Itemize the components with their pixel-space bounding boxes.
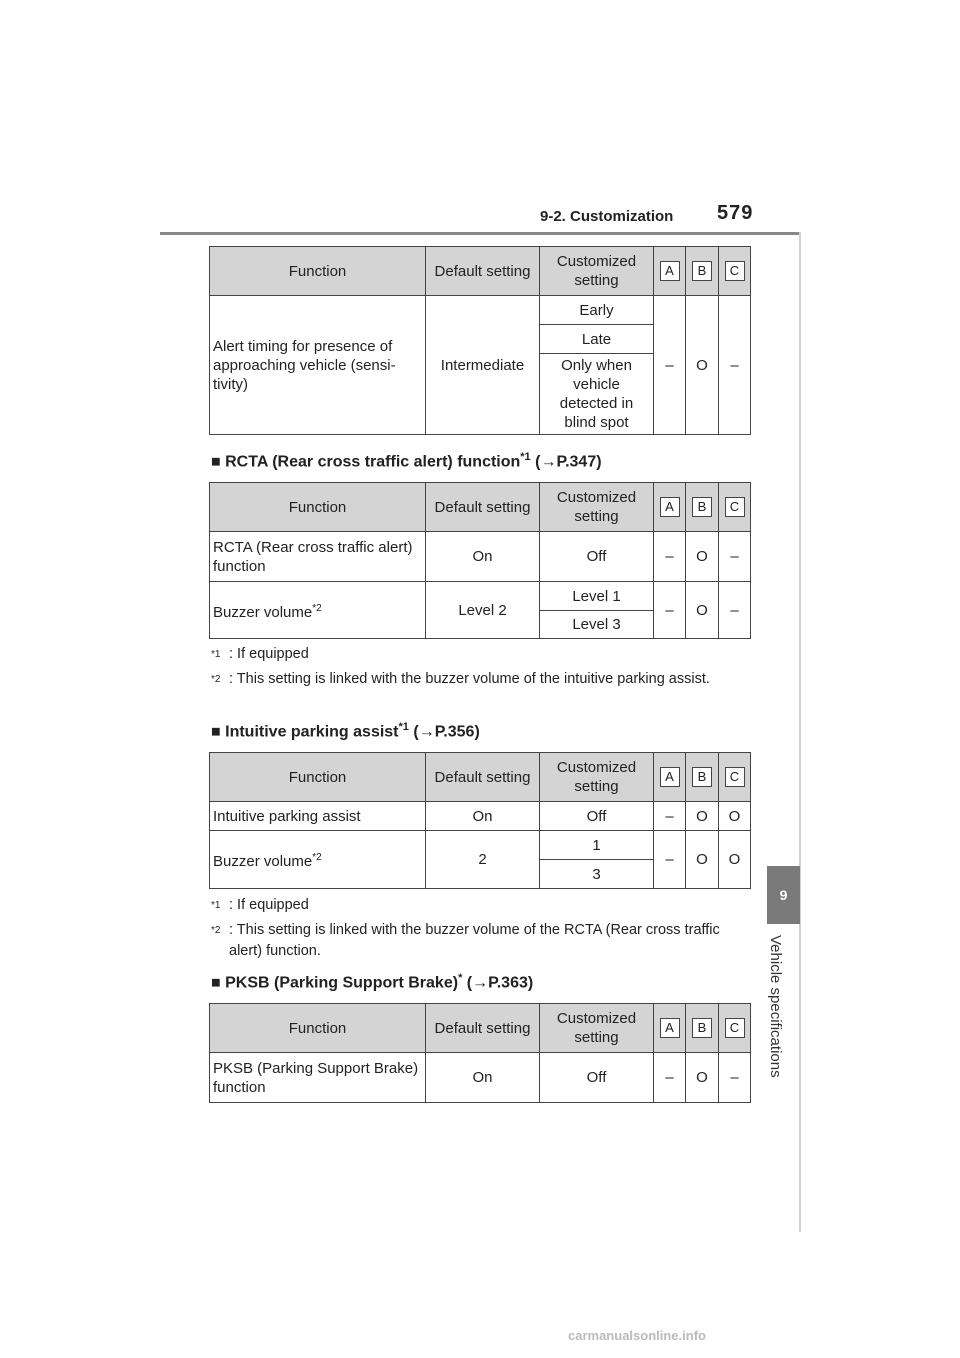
cell-a: – xyxy=(654,802,686,831)
col-a xyxy=(654,753,686,802)
col-b xyxy=(686,483,719,532)
footnote-mark xyxy=(211,920,220,946)
cell-c: – xyxy=(719,296,751,435)
heading-bullet: ■ xyxy=(211,453,221,471)
cell-c: – xyxy=(719,582,751,639)
col-a xyxy=(654,1004,686,1053)
watermark: carmanualsonline.info xyxy=(568,1328,706,1343)
cell-function xyxy=(210,831,426,889)
col-function: Function xyxy=(210,1004,426,1053)
col-function: Function xyxy=(210,247,426,296)
table-header-row xyxy=(210,483,751,532)
cell-custom: Off xyxy=(540,532,654,582)
badge-b: B xyxy=(692,767,712,787)
footnote xyxy=(211,920,751,962)
function-sup: *2 xyxy=(312,602,322,614)
cell-default: Intermediate xyxy=(426,296,540,435)
footnote-text: : If equipped xyxy=(229,897,309,913)
cell-b: O xyxy=(686,296,719,435)
col-default: Default setting xyxy=(426,753,540,802)
cell-c: – xyxy=(719,532,751,582)
cell-option: Level 3 xyxy=(540,611,654,639)
badge-a: A xyxy=(660,1018,680,1038)
table-header-row xyxy=(210,753,751,802)
col-default: Default setting xyxy=(426,483,540,532)
footnote-mark-text: *1 xyxy=(211,900,221,911)
table-rcta xyxy=(209,482,751,639)
cell-default: 2 xyxy=(426,831,540,889)
cell-a: – xyxy=(654,582,686,639)
cell-function: Alert timing for presence of approaching vehicle (sensi-tivity) xyxy=(210,296,426,435)
cell-a: – xyxy=(654,1053,686,1103)
table-row xyxy=(210,1053,751,1103)
col-a xyxy=(654,483,686,532)
heading-sup: *1 xyxy=(520,451,531,463)
table-row xyxy=(210,532,751,582)
header-rule xyxy=(160,232,800,235)
cell-option: 1 xyxy=(540,831,654,860)
heading-title: RCTA (Rear cross traffic alert) function xyxy=(225,453,521,471)
cell-custom: Off xyxy=(540,802,654,831)
badge-b: B xyxy=(692,261,712,281)
heading-sup: *1 xyxy=(398,721,409,733)
cell-option: 3 xyxy=(540,860,654,889)
badge-c: C xyxy=(725,497,745,517)
table-row xyxy=(210,802,751,831)
col-b xyxy=(686,247,719,296)
col-customized: Customized setting xyxy=(540,483,654,532)
col-c xyxy=(719,247,751,296)
badge-a: A xyxy=(660,497,680,517)
section-heading-rcta xyxy=(211,451,602,471)
badge-b: B xyxy=(692,1018,712,1038)
heading-ref: (→P.356) xyxy=(408,723,480,741)
badge-c: C xyxy=(725,767,745,787)
table-intuitive-parking xyxy=(209,752,751,889)
heading-ref: (→P.363) xyxy=(462,974,534,992)
footnote-mark xyxy=(211,669,220,695)
col-function: Function xyxy=(210,483,426,532)
side-tab-label: Vehicle specifications xyxy=(767,935,784,1078)
footnote-mark-text: *2 xyxy=(211,674,221,685)
col-customized: Customized setting xyxy=(540,247,654,296)
cell-default: On xyxy=(426,1053,540,1103)
heading-bullet: ■ xyxy=(211,974,221,992)
badge-c: C xyxy=(725,1018,745,1038)
cell-function: RCTA (Rear cross traffic alert) function xyxy=(210,532,426,582)
cell-b: O xyxy=(686,582,719,639)
table-row xyxy=(210,296,751,325)
footnote-text: : If equipped xyxy=(229,646,309,662)
section-heading-pksb xyxy=(211,972,533,992)
col-c xyxy=(719,753,751,802)
cell-function: PKSB (Parking Support Brake) function xyxy=(210,1053,426,1103)
table-header-row xyxy=(210,1004,751,1053)
cell-default: Level 2 xyxy=(426,582,540,639)
col-a xyxy=(654,247,686,296)
side-tab-rule xyxy=(799,232,801,1232)
cell-default: On xyxy=(426,532,540,582)
table-alert-timing xyxy=(209,246,751,435)
col-customized: Customized setting xyxy=(540,753,654,802)
cell-option: Early xyxy=(540,296,654,325)
function-sup: *2 xyxy=(312,852,322,863)
cell-option: Level 1 xyxy=(540,582,654,611)
section-heading-ipa xyxy=(211,721,480,741)
section-title: 9-2. Customization xyxy=(540,208,674,225)
cell-default: On xyxy=(426,802,540,831)
footnote-mark xyxy=(211,644,220,670)
col-default: Default setting xyxy=(426,1004,540,1053)
col-function: Function xyxy=(210,753,426,802)
col-customized: Customized setting xyxy=(540,1004,654,1053)
table-row xyxy=(210,582,751,611)
badge-a: A xyxy=(660,261,680,281)
cell-function: Intuitive parking assist xyxy=(210,802,426,831)
function-text: Buzzer volume xyxy=(213,603,313,621)
heading-bullet: ■ xyxy=(211,723,221,741)
cell-custom: Off xyxy=(540,1053,654,1103)
cell-c: O xyxy=(719,802,751,831)
footnote xyxy=(211,895,751,916)
footnote xyxy=(211,669,751,690)
footnote xyxy=(211,644,751,665)
cell-option: Late xyxy=(540,325,654,354)
badge-c: C xyxy=(725,261,745,281)
heading-title: PKSB (Parking Support Brake) xyxy=(225,974,459,992)
cell-option: Only when vehicle detected in blind spot xyxy=(540,354,654,435)
cell-function xyxy=(210,582,426,639)
heading-title: Intuitive parking assist xyxy=(225,723,399,741)
side-tab-number: 9 xyxy=(767,866,800,924)
cell-b: O xyxy=(686,831,719,889)
footnote-mark-text: *1 xyxy=(211,649,221,660)
cell-b: O xyxy=(686,802,719,831)
col-c xyxy=(719,483,751,532)
col-c xyxy=(719,1004,751,1053)
footnote-mark-text: *2 xyxy=(211,925,221,936)
cell-c: – xyxy=(719,1053,751,1103)
table-header-row xyxy=(210,247,751,296)
col-default: Default setting xyxy=(426,247,540,296)
page-number: 579 xyxy=(717,202,754,224)
table-pksb xyxy=(209,1003,751,1103)
function-text: Buzzer volume xyxy=(213,853,313,870)
footnote-text: : This setting is linked with the buzzer volume of the intuitive parking assist. xyxy=(229,671,710,687)
cell-a: – xyxy=(654,532,686,582)
footnote-mark xyxy=(211,895,220,921)
cell-a: – xyxy=(654,831,686,889)
badge-b: B xyxy=(692,497,712,517)
badge-a: A xyxy=(660,767,680,787)
footnote-text: : This setting is linked with the buzzer volume of the RCTA (Rear cross traffic alert) function. xyxy=(229,922,720,959)
cell-a: – xyxy=(654,296,686,435)
cell-b: O xyxy=(686,532,719,582)
col-b xyxy=(686,753,719,802)
cell-c: O xyxy=(719,831,751,889)
table-row xyxy=(210,831,751,860)
cell-b: O xyxy=(686,1053,719,1103)
heading-sup: * xyxy=(458,972,463,984)
heading-ref: (→P.347) xyxy=(530,453,602,471)
col-b xyxy=(686,1004,719,1053)
